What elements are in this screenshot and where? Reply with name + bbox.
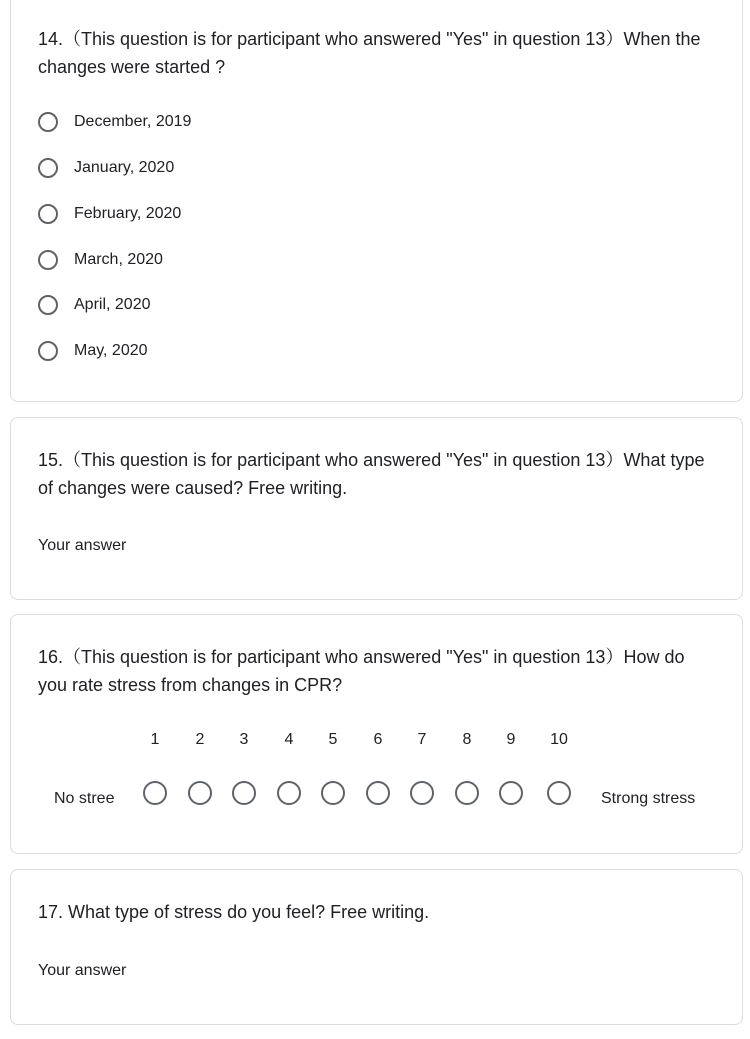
scale-radio-7[interactable] — [410, 781, 434, 805]
option-label: February, 2020 — [74, 205, 182, 222]
scale-label-2: 2 — [195, 731, 205, 748]
scale-label-9: 9 — [506, 731, 516, 748]
option-label: May, 2020 — [74, 342, 148, 359]
scale-radio-5[interactable] — [321, 781, 345, 805]
scale-radio-3[interactable] — [232, 781, 256, 805]
question-card-15 — [10, 417, 743, 600]
option-label: March, 2020 — [74, 251, 163, 268]
scale-radio-2[interactable] — [188, 781, 212, 805]
scale-radio-10[interactable] — [547, 781, 571, 805]
scale-radio-1[interactable] — [143, 781, 167, 805]
scale-radio-6[interactable] — [366, 781, 390, 805]
question-title: 16.（This question is for participant who answered "Yes" in question 13）How do you rate stress from changes in CPR? — [38, 647, 685, 695]
scale-label-5: 5 — [328, 731, 338, 748]
scale-high-label: Strong stress — [601, 790, 696, 807]
scale-low-label: No stree — [54, 790, 115, 807]
scale-label-7: 7 — [417, 731, 427, 748]
question-card-14 — [10, 0, 743, 402]
radio-button-icon[interactable] — [38, 295, 58, 315]
option-may-2020[interactable] — [38, 338, 148, 364]
question-card-16 — [10, 614, 743, 854]
radio-button-icon[interactable] — [38, 112, 58, 132]
scale-label-6: 6 — [373, 731, 383, 748]
option-april-2020[interactable] — [38, 292, 151, 318]
scale-label-10: 10 — [550, 731, 568, 748]
scale-label-3: 3 — [239, 731, 249, 748]
option-label: December, 2019 — [74, 113, 192, 130]
radio-button-icon[interactable] — [38, 341, 58, 361]
scale-label-8: 8 — [462, 731, 472, 748]
option-label: January, 2020 — [74, 159, 175, 176]
radio-button-icon[interactable] — [38, 204, 58, 224]
question-card-17 — [10, 869, 743, 1025]
question-title: 14.（This question is for participant who answered "Yes" in question 13）When the changes were started ? — [38, 29, 701, 77]
answer-input[interactable] — [38, 962, 338, 980]
scale-label-4: 4 — [284, 731, 294, 748]
option-march-2020[interactable] — [38, 247, 163, 273]
scale-radio-8[interactable] — [455, 781, 479, 805]
radio-button-icon[interactable] — [38, 250, 58, 270]
answer-input[interactable] — [38, 537, 338, 555]
question-title: 17. What type of stress do you feel? Free writing. — [38, 902, 430, 922]
scale-radio-4[interactable] — [277, 781, 301, 805]
scale-label-1: 1 — [150, 731, 160, 748]
question-title: 15.（This question is for participant who answered "Yes" in question 13）What type of changes were caused? Free writing. — [38, 450, 705, 498]
radio-button-icon[interactable] — [38, 158, 58, 178]
option-february-2020[interactable] — [38, 201, 181, 227]
option-label: April, 2020 — [74, 296, 151, 313]
scale-radio-9[interactable] — [499, 781, 523, 805]
option-december-2019[interactable] — [38, 109, 191, 135]
option-january-2020[interactable] — [38, 155, 174, 181]
